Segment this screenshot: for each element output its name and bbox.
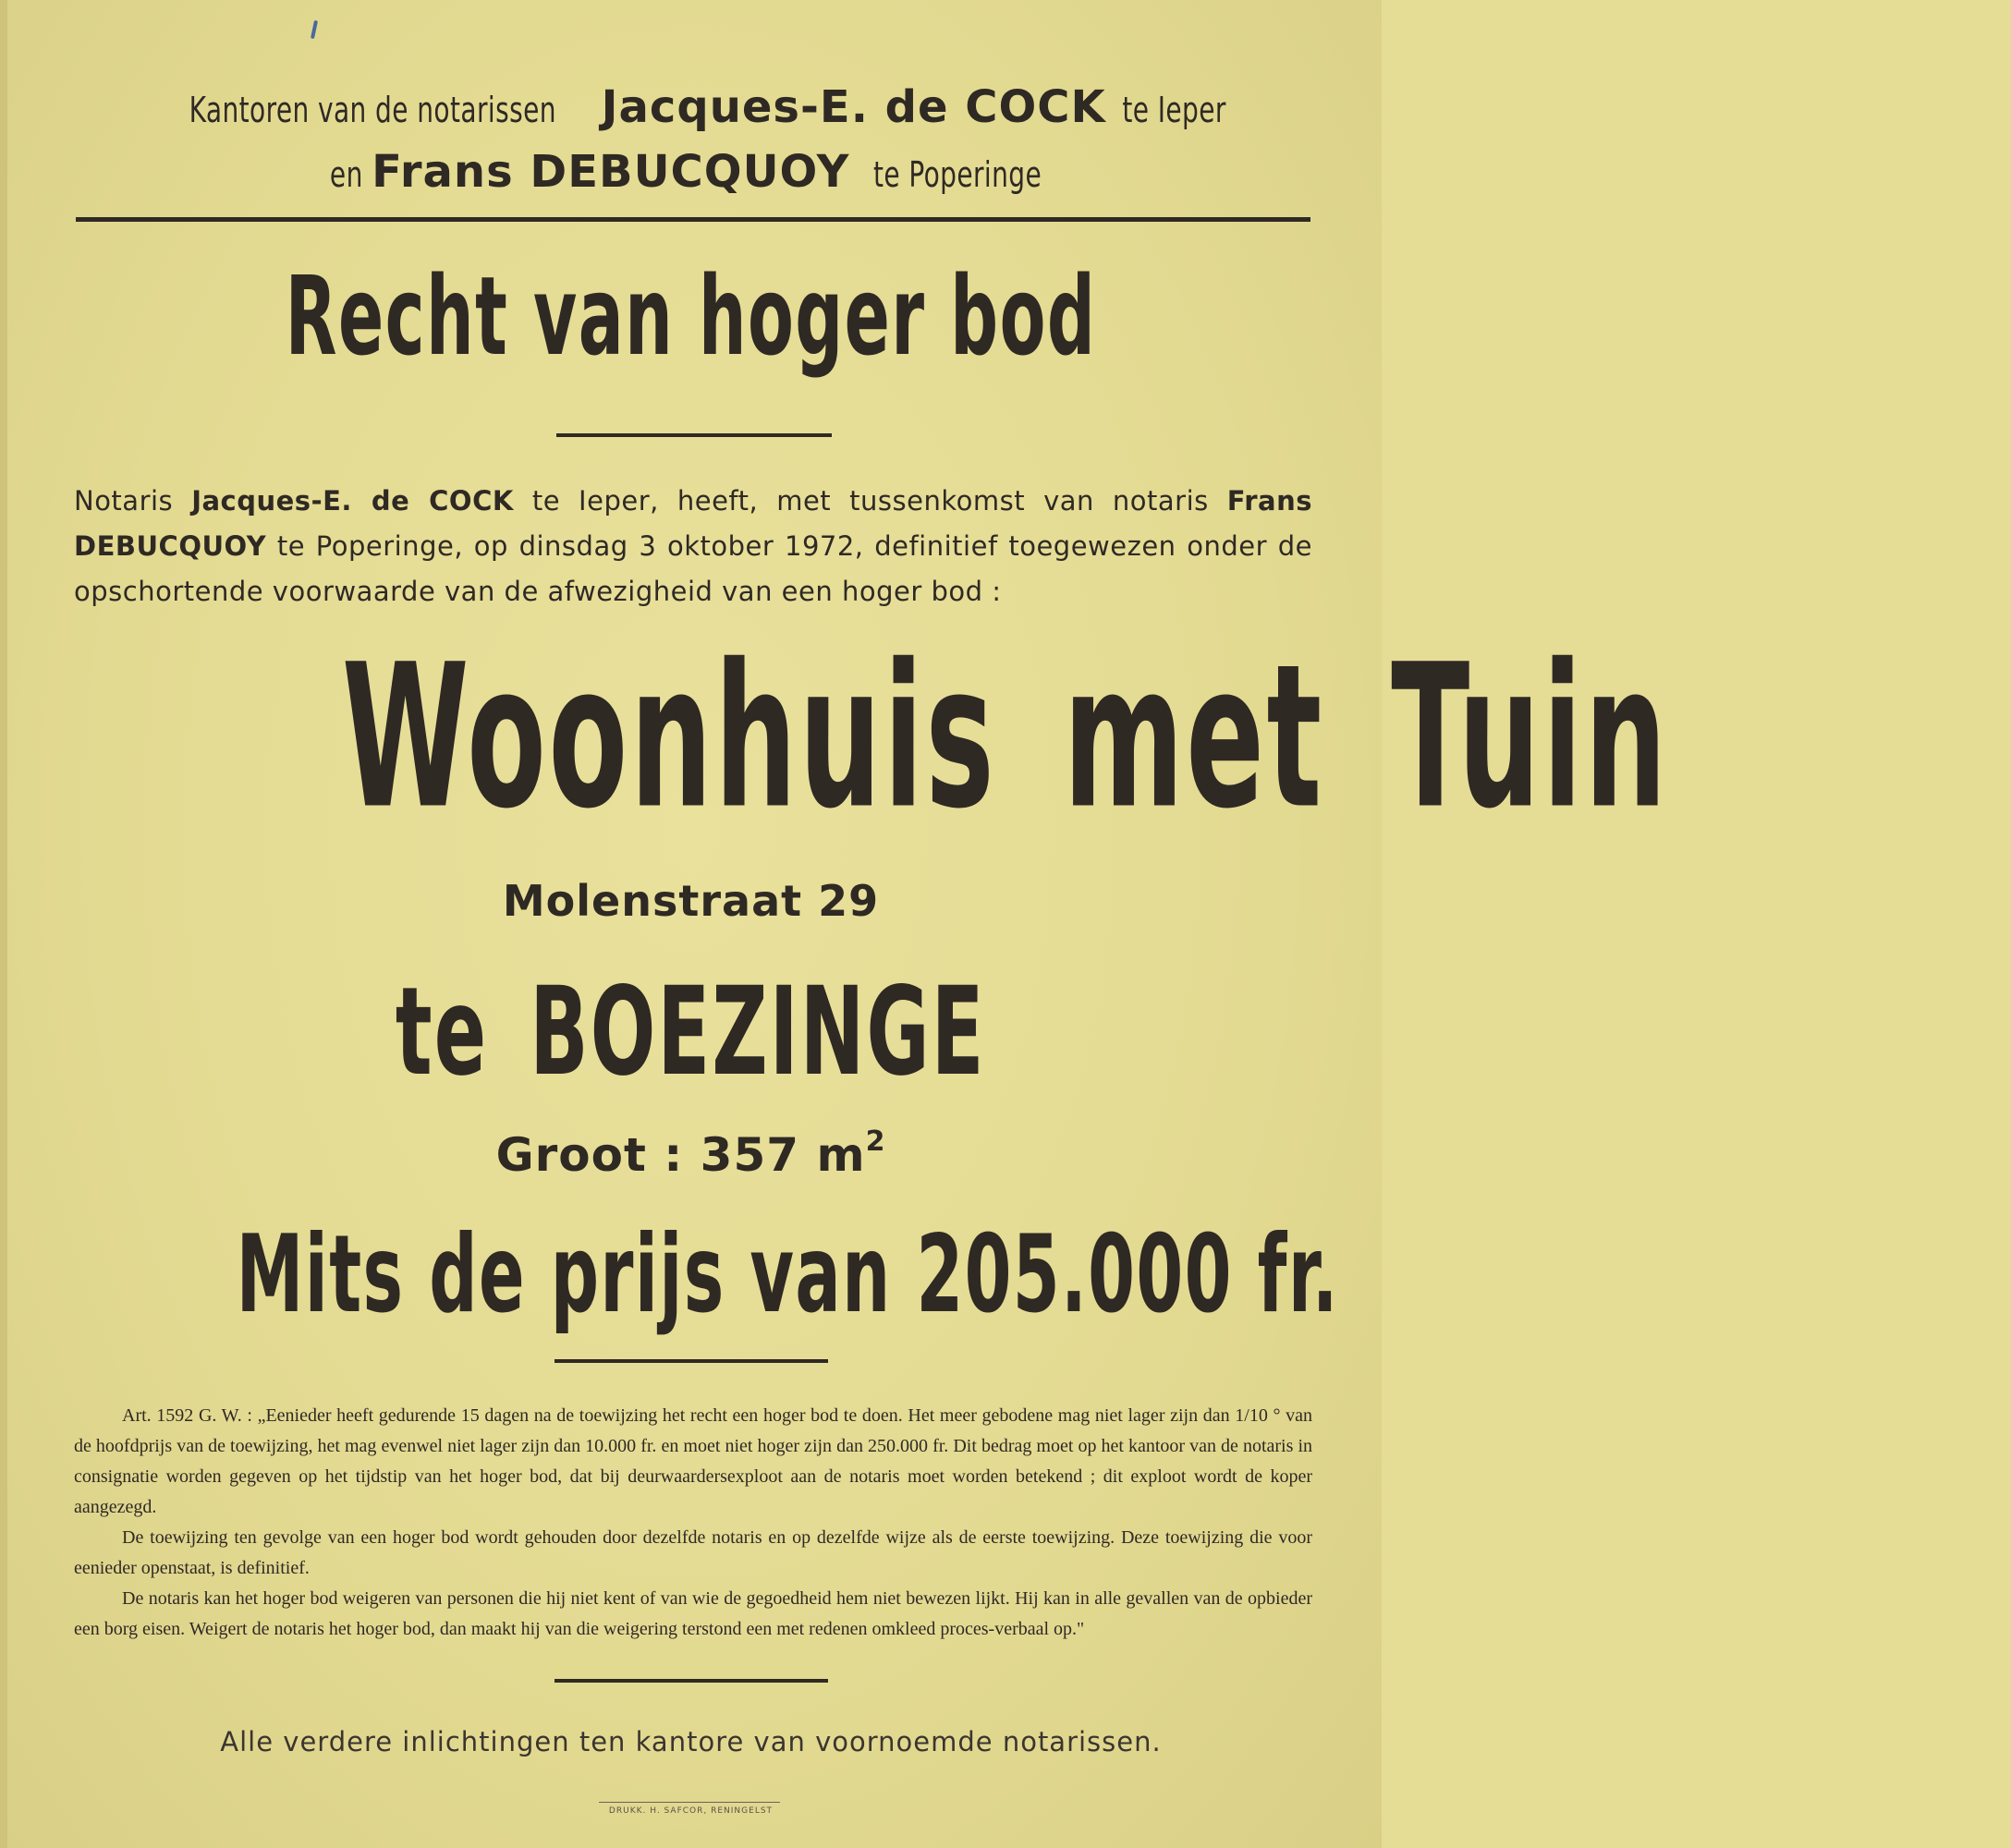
header-prefix: Kantoren van de notarissen: [189, 90, 556, 130]
notary-name-1: Jacques-E. de COCK: [601, 81, 1106, 133]
intro-text-2: te Ieper, heeft, met tussenkomst van notaris: [531, 485, 1209, 517]
header-line-1: [74, 81, 1312, 133]
printer-imprint: DRUKK. H. SAFCOR, RENINGELST: [608, 1806, 774, 1816]
ink-mark: [311, 20, 318, 39]
printer-rule: [599, 1802, 780, 1803]
legal-divider: [555, 1679, 828, 1683]
property-headline: [0, 621, 1669, 853]
header-divider: [76, 217, 1310, 222]
price-text: Mits de prijs van 205.000 fr.: [236, 1212, 1339, 1337]
title-text: Recht van hoger bod: [285, 253, 1097, 381]
header-location-1: te Ieper: [1122, 90, 1226, 130]
property-street: Molenstraat 29: [502, 876, 880, 926]
property-price: [0, 1212, 1382, 1337]
header-line-2: [74, 146, 1312, 198]
title-divider: [556, 433, 832, 437]
headline-text: Woonhuis met Tuin: [341, 621, 1669, 853]
price-divider: [555, 1359, 828, 1363]
legal-paragraph-2: De toewijzing ten gevolge van een hoger bod wordt gehouden door dezelfde notaris en op dezelfde wijze als de eerste toewijzing. Deze toewijzing die voor eenieder openstaat, is definitief.: [74, 1527, 1312, 1578]
property-town: [0, 961, 1382, 1103]
intro-text-1: Notaris: [74, 485, 174, 517]
header-location-2: te Poperinge: [872, 154, 1042, 195]
legal-paragraph-3: De notaris kan het hoger bod weigeren van personen die hij niet kent of van wie de gegoedheid hem niet bewezen lijkt. Hij kan in alle gevallen van de opbieder een borg eisen. Weigert de notaris het hoger bod, dan maakt hij van die weigering terstond een met redenen omkleed proces-verbaal op.": [74, 1588, 1312, 1639]
area-unit-exponent: 2: [865, 1125, 886, 1158]
town-text: te BOEZINGE: [396, 961, 986, 1103]
intro-text-3: te Poperinge, op dinsdag 3 oktober 1972, definitief toegewezen onder de opschortende voorwaarde van de afwezigheid van een hoger bod :: [74, 530, 1313, 607]
legal-paragraph-1: Art. 1592 G. W. : „Eenieder heeft gedurende 15 dagen na de toewijzing het recht een hoger bod te doen. Het meer gebodene mag niet lager zijn dan 1/10 ° van de hoofdprijs van de toewijzing, het mag evenwel niet lager zijn dan 10.000 fr. en moet niet hoger zijn dan 250.000 fr. Dit bedrag moet op het kantoor van de notaris in consignatie worden gegeven op het tijdstip van het hoger bod, dat bij deurwaardersexploot aan de notaris moet worden betekend ; dit exploot wordt de koper aangezegd.: [74, 1405, 1312, 1517]
property-area: [0, 1125, 1382, 1182]
intro-paragraph: [74, 479, 1312, 614]
poster-title: [0, 253, 1382, 381]
header-conjunction: en: [330, 154, 364, 195]
intro-notary-2: Frans DEBUCQUOY: [74, 485, 1313, 562]
legal-article: [74, 1401, 1312, 1645]
footer-note: Alle verdere inlichtingen ten kantore van voornoemde notarissen.: [220, 1726, 1162, 1757]
area-text: Groot : 357 m: [495, 1128, 866, 1182]
notary-name-2: Frans DEBUCQUOY: [372, 146, 850, 198]
intro-notary-1: Jacques-E. de COCK: [191, 485, 514, 517]
